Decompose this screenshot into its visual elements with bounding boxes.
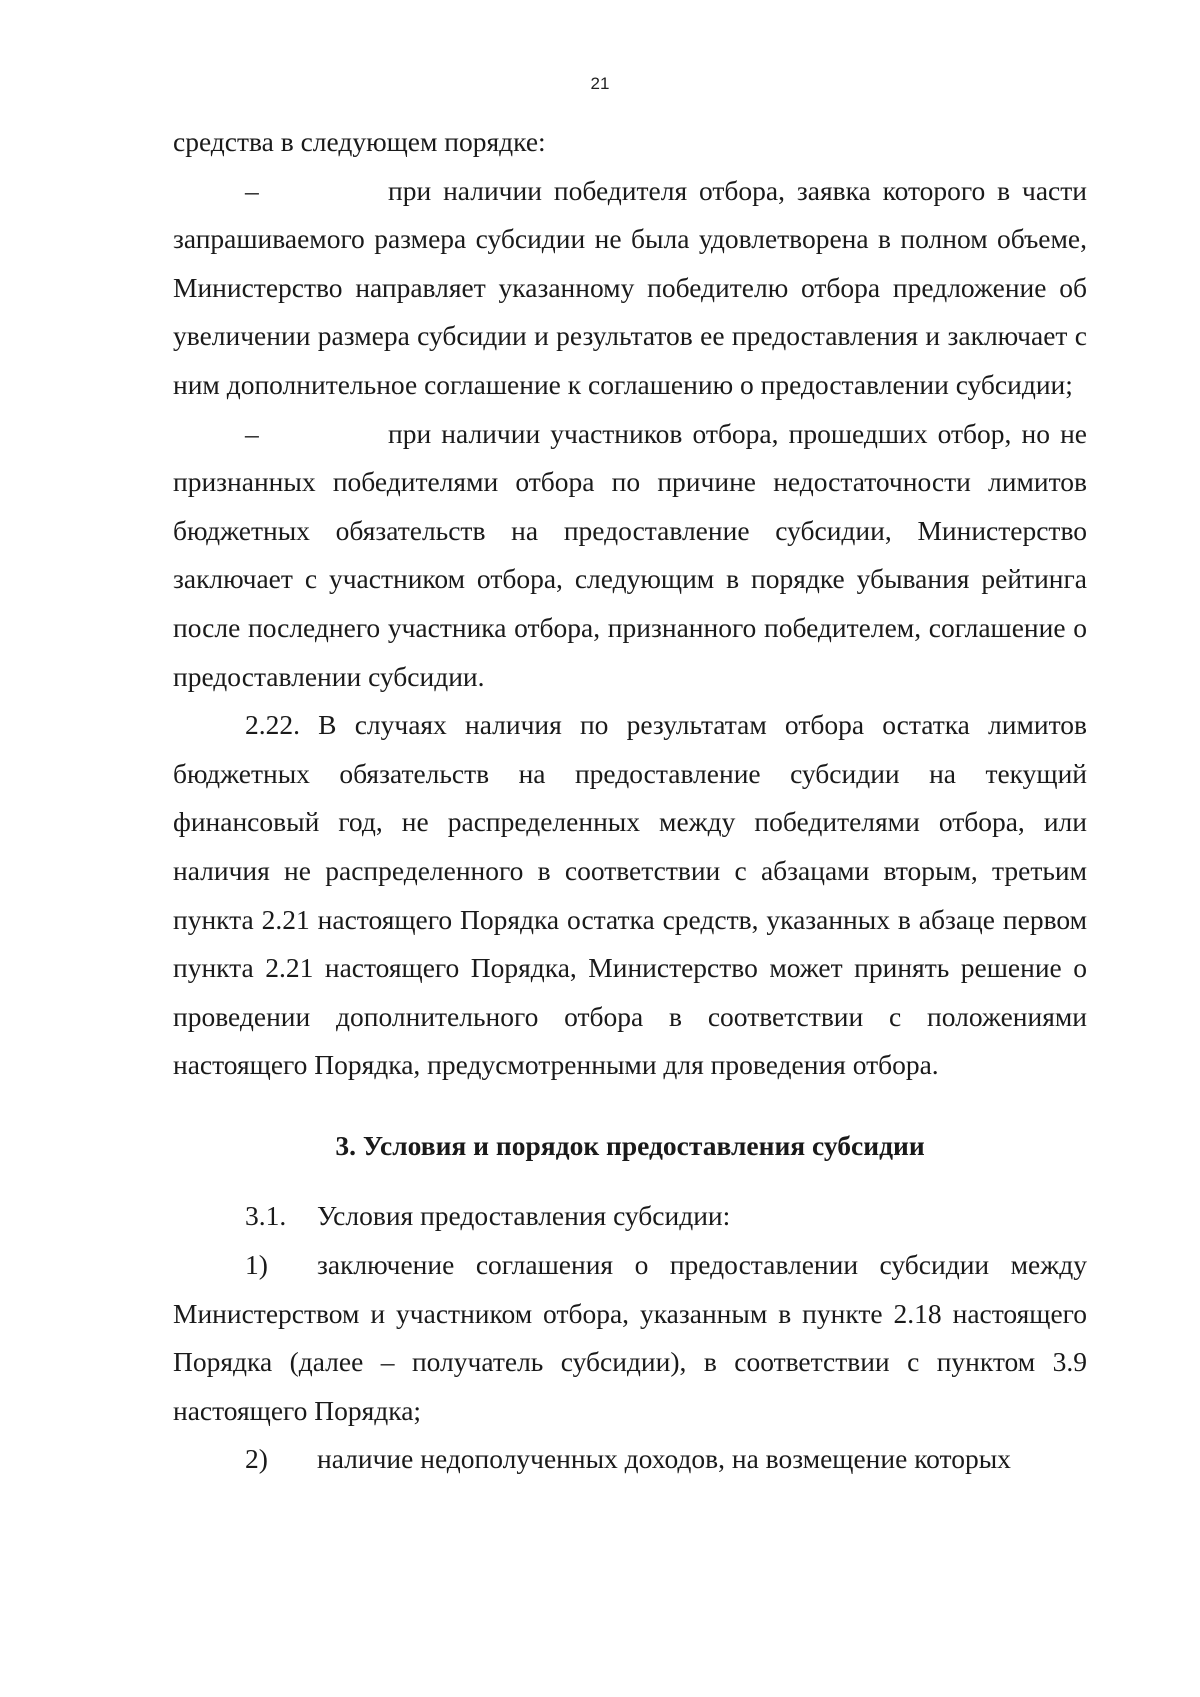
condition-marker: 1) xyxy=(245,1249,268,1281)
condition-item-1 xyxy=(173,1241,1087,1435)
condition-text: наличие недополученных доходов, на возмещение которых xyxy=(317,1443,1011,1475)
condition-marker: 2) xyxy=(245,1443,268,1475)
condition-item-2 xyxy=(173,1435,1087,1484)
clause-marker: 3.1. xyxy=(245,1200,287,1232)
document-body xyxy=(173,118,1087,1484)
list-item-text: при наличии победителя отбора, заявка которого в части запрашиваемого размера субсидии не была удовлетворена в полном объеме, Министерство направляет указанному победителю отбора предложение об увеличении размера субсидии и результатов ее предоставления и заключает с ним дополнительное соглашение к соглашению о предоставлении субсидии; xyxy=(173,174,1087,400)
condition-text: заключение соглашения о предоставлении субсидии между Министерством и участником отбора, указанным в пункте 2.18 настоящего Порядка (далее – получатель субсидии), в соответствии с пунктом 3.9 настоящего Порядка; xyxy=(173,1249,1087,1426)
list-item-dash-2 xyxy=(173,410,1087,702)
clause-3-1 xyxy=(173,1192,1087,1241)
paragraph-2-22: 2.22. В случаях наличия по результатам отбора остатка лимитов бюджетных обязательств на предоставление субсидии на текущий финансовый год, не распределенных между победителями отбора, или наличия не распределенного в соответствии с абзацами вторым, третьим пункта 2.21 настоящего Порядка остатка средств, указанных в абзаце первом пункта 2.21 настоящего Порядка, Министерство может принять решение о проведении дополнительного отбора в соответствии с положениями настоящего Порядка, предусмотренными для проведения отбора. xyxy=(173,709,1087,1081)
list-marker: – xyxy=(245,417,259,449)
page-number: 21 xyxy=(590,74,610,93)
list-marker: – xyxy=(245,174,259,206)
list-item-text: при наличии участников отбора, прошедших отбор, но не признанных победителями отбора по причине недостаточности лимитов бюджетных обязательств на предоставление субсидии, Министерство заключает с участником отбора, следующим в порядке убывания рейтинга после последнего участника отбора, признанного победителем, соглашение о предоставлении субсидии. xyxy=(173,417,1087,692)
clause-text: Условия предоставления субсидии: xyxy=(317,1200,731,1232)
list-item-dash-1 xyxy=(173,167,1087,410)
section-heading: 3. Условия и порядок предоставления субсидии xyxy=(335,1129,925,1161)
paragraph-intro: средства в следующем порядке: xyxy=(173,126,546,157)
